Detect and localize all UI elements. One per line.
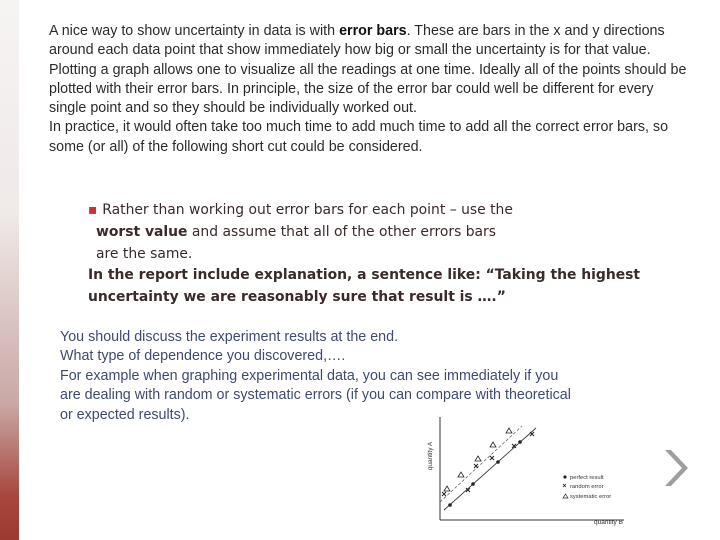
legend-random-marker (563, 484, 566, 487)
bullet-marker: ▪ (88, 202, 98, 218)
random-point (442, 492, 446, 496)
intro-paragraph (49, 22, 689, 157)
chevron-shape (665, 450, 688, 486)
legend-systematic: systematic error (570, 494, 612, 500)
legend-perfect-marker (563, 475, 566, 478)
perfect-point (518, 440, 522, 444)
discussion-line-3: For example when graphing experimental data, you can see immediately if you are dealing with random or systematic errors (if you can compare with theoretical or expected results). (60, 367, 571, 423)
theory-line (444, 428, 536, 510)
systematic-line (440, 426, 522, 502)
legend-random: random error (570, 484, 604, 490)
discussion-line-2: What type of dependence you discovered,…. (60, 348, 346, 365)
legend-systematic-marker (563, 494, 568, 498)
shortcut-line-2: worst value and assume that all of the other errors bars (96, 223, 496, 240)
error-bars-term: error bars (339, 23, 407, 39)
intro-line-3: In practice, it would often take too much time to add much time to add all the correct error bars, so some (or all) of the following short cut could be considered. (49, 119, 669, 155)
chevron-right-icon[interactable] (660, 446, 690, 490)
discussion-paragraph (60, 328, 580, 425)
systematic-point (490, 442, 496, 447)
intro-line-2: Plotting a graph allows one to visualize all the readings at one time. Ideally all of the points should be plotted with their error bars. In principle, the size of the error bar could well be different for every single point and so they should be individually worked out. (49, 61, 687, 117)
worst-value-term: worst value (96, 223, 188, 240)
systematic-point (458, 472, 464, 477)
perfect-point (448, 503, 452, 507)
shortcut-line-3: are the same. (96, 245, 193, 262)
perfect-point (496, 460, 500, 464)
shortcut-line-4: In the report include explanation, a sentence like: “Taking the highest uncertainty we are reasonably sure that result is ….” (88, 267, 641, 306)
intro-line-1: A nice way to show uncertainty in data is with error bars. These are bars in the x and y directions around each data point that show immediately how big or small the uncertainty is for that value. (49, 23, 665, 59)
graph-svg (418, 414, 632, 528)
x-axis-label: quantity B (594, 519, 623, 526)
chevron-right-svg (660, 446, 690, 490)
graph-legend (563, 475, 611, 500)
legend-perfect: perfect result (570, 475, 604, 481)
error-types-graph (418, 414, 632, 528)
shortcut-bullet-line: ▪ Rather than working out error bars for each point – use the (88, 202, 513, 218)
systematic-point (506, 428, 512, 433)
systematic-point (475, 456, 481, 461)
perfect-point (471, 482, 475, 486)
y-axis-label: quantity A (427, 441, 434, 471)
random-point (530, 432, 534, 436)
random-point (490, 456, 494, 460)
shortcut-paragraph (88, 200, 648, 309)
discussion-line-1: You should discuss the experiment results at the end. (60, 329, 399, 345)
side-accent-band (0, 0, 19, 540)
random-point (474, 464, 478, 468)
systematic-points (444, 428, 512, 491)
systematic-point (444, 486, 450, 491)
